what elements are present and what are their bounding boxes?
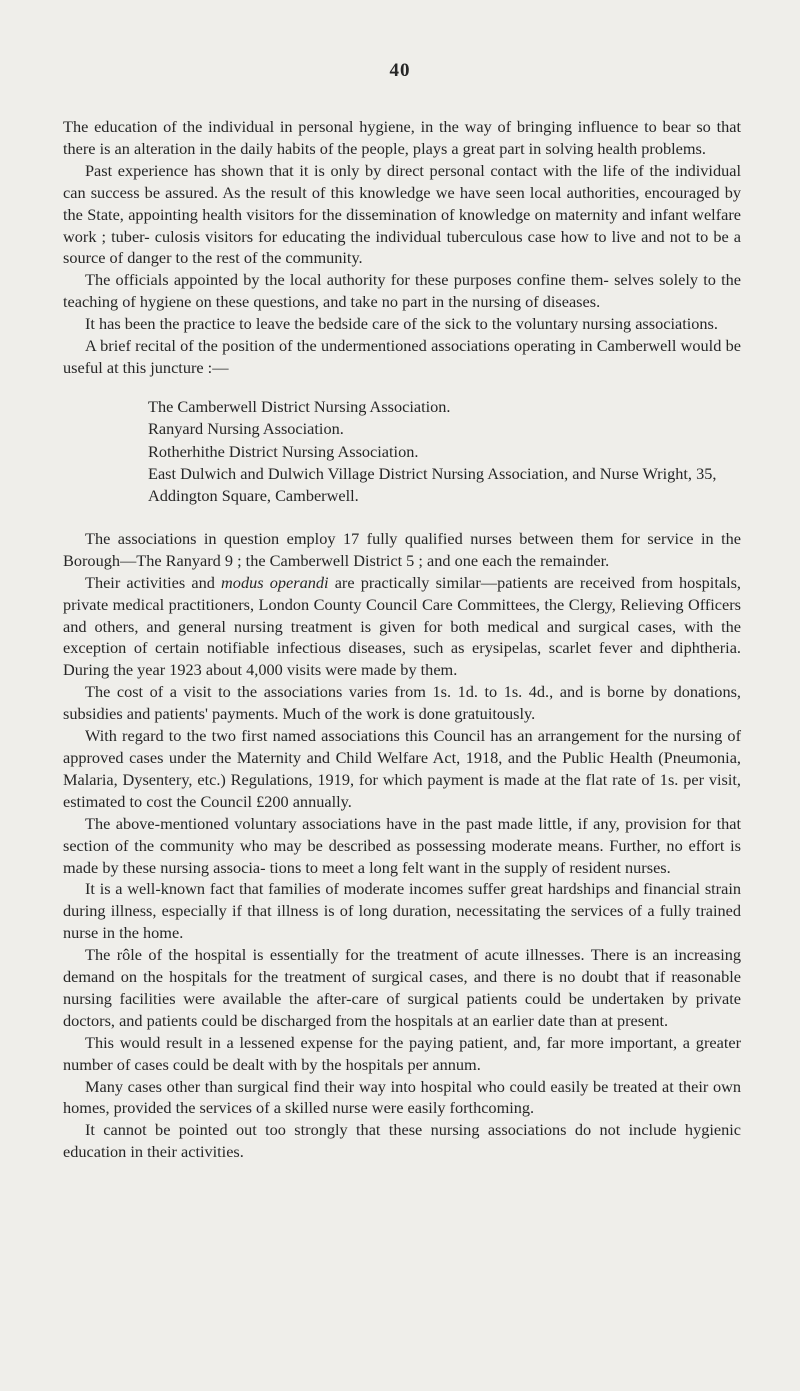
association-item-ranyard: Ranyard Nursing Association.	[148, 419, 344, 439]
activities-italic-phrase: modus operandi	[221, 572, 329, 592]
association-list	[63, 396, 741, 507]
paragraph-council-arrangement: With regard to the two first named associations this Council has an arrangement for the nursing of approved cases under the Maternity and Child Welfare Act, 1918, and the Public Health (Pneumonia, Malaria, Dysentery, etc.) Regulations, 1919, for which payment is made at the flat rate of 1s. per visit, estimated to cost the Council £200 annually.	[63, 726, 741, 811]
paragraph-bedside-care: It has been the practice to leave the bedside care of the sick to the voluntary nursing associations.	[85, 314, 718, 334]
association-item-rotherhithe: Rotherhithe District Nursing Association.	[148, 441, 419, 461]
body-text	[63, 116, 741, 1163]
association-item-east-dulwich: East Dulwich and Dulwich Village District Nursing Association, and Nurse Wright, 35, Addington Square, Camberwell.	[148, 464, 717, 505]
paragraph-hygiene-education: The education of the individual in personal hygiene, in the way of bringing influence to bear so that there is an alteration in the daily habits of the people, plays a great part in solving health problems.	[63, 117, 741, 158]
activities-rest: are practically similar—patients are received from hospitals, private medical practitioners, London County Council Care Committees, the Clergy, Relieving Officers and others, and general nursing treatment is given for both medical and surgical cases, with the exception of certain notifiable infectious diseases, such as erysipelas, scarlet fever and diphtheria. During the year 1923 about 4,000 visits were made by them.	[63, 572, 741, 680]
paragraph-hygienic-education: It cannot be pointed out too strongly that these nursing associations do not include hygienic education in their activities.	[63, 1120, 741, 1162]
paragraph-activities	[63, 572, 741, 682]
association-item-camberwell: The Camberwell District Nursing Association.	[148, 396, 451, 416]
page-number: 40	[389, 60, 411, 81]
paragraph-home-treatment: Many cases other than surgical find their way into hospital who could easily be treated at their own homes, provided the services of a skilled nurse were easily forthcoming.	[63, 1076, 741, 1118]
paragraph-nurses-employed: The associations in question employ 17 fully qualified nurses between them for service in the Borough—The Ranyard 9 ; the Camberwell District 5 ; and one each the remainder.	[63, 528, 741, 570]
paragraph-past-experience: Past experience has shown that it is only by direct personal contact with the life of the individual can success be assured. As the result of this knowledge we have seen local authorities, encouraged by the State, appointing health visitors for the dissemination of knowledge on maternity and infant welfare work ; tuber- culosis visitors for educating the individual tuberculous case how to live and not to be a source of danger to the rest of the community.	[63, 160, 741, 268]
paragraph-lessened-expense: This would result in a lessened expense for the paying patient, and, far more important, a greater number of cases could be dealt with by the hospitals per annum.	[63, 1032, 741, 1074]
paragraph-hardships: It is a well-known fact that families of moderate incomes suffer great hardships and financial strain during illness, especially if that illness is of long duration, necessitating the services of a fully trained nurse in the home.	[63, 879, 741, 943]
paragraph-officials: The officials appointed by the local authority for these purposes confine them- selves solely to the teaching of hygiene on these questions, and take no part in the nursing of diseases.	[63, 270, 741, 312]
paragraph-brief-recital: A brief recital of the position of the undermentioned associations operating in Camberwell would be useful at this juncture :—	[63, 336, 741, 377]
paragraph-moderate-means: The above-mentioned voluntary associations have in the past made little, if any, provision for that section of the community who may be described as possessing moderate means. Further, no effort is made by these nursing associa- tions to meet a long felt want in the supply of resident nurses.	[63, 813, 741, 877]
paragraph-visit-cost: The cost of a visit to the associations varies from 1s. 1d. to 1s. 4d., and is borne by donations, subsidies and patients' payments. Much of the work is done gratuitously.	[63, 682, 741, 724]
paragraph-hospital-role: The rôle of the hospital is essentially for the treatment of acute illnesses. There is an increasing demand on the hospitals for the treatment of surgical cases, and there is no doubt that if reasonable nursing facilities were available the after-care of surgical patients could be undertaken by private doctors, and patients could be discharged from the hospitals at an earlier date than at present.	[63, 945, 741, 1030]
activities-lead: Their activities and	[85, 572, 215, 592]
